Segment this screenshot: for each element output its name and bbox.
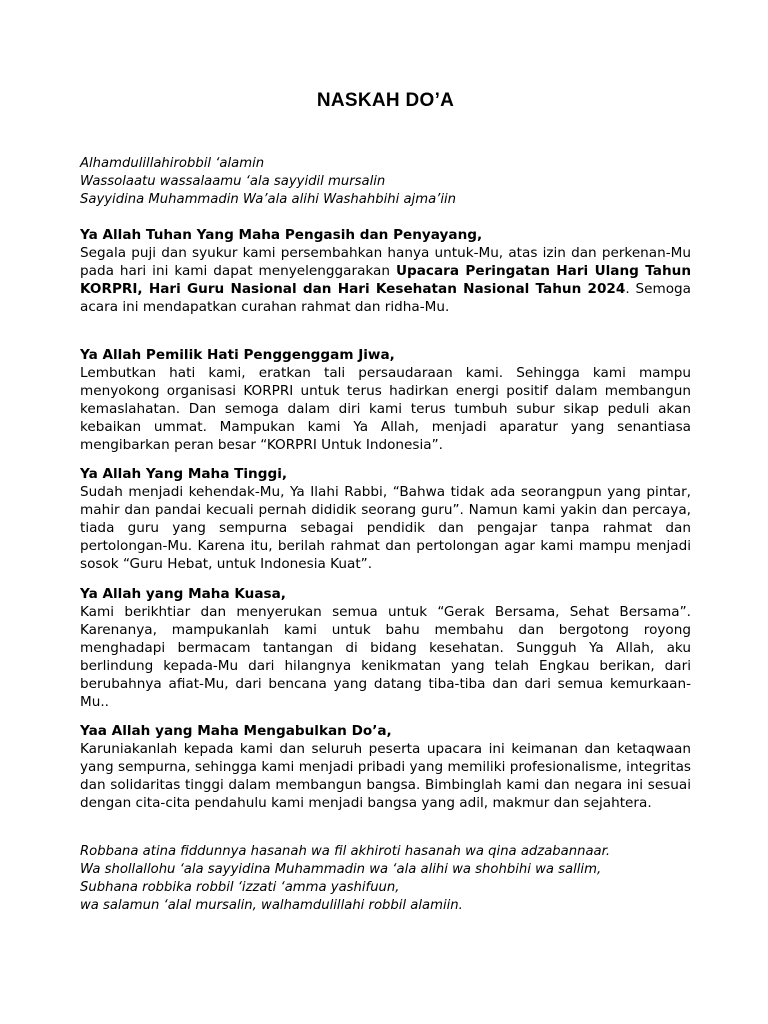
closing-line: Robbana atina fiddunnya hasanah wa fil akhiroti hasanah wa qina adzabannaar. <box>80 844 611 859</box>
closing-line: Wa shollallohu ‘ala sayyidina Muhammadin wa ‘ala alihi wa shohbihi wa sallim, <box>80 862 602 877</box>
closing-prayer <box>80 843 691 915</box>
document-title: NASKAH DO’A <box>316 90 455 111</box>
section-heading: Ya Allah Tuhan Yang Maha Pengasih dan Penyayang, <box>80 227 483 243</box>
section-body: Kami berikhtiar dan menyerukan semua untuk “Gerak Bersama, Sehat Bersama”. Karenanya, mampukanlah kami untuk bahu membahu dan bergotong royong menghadapi bermacam tantangan di bidang kesehatan. Sungguh Ya Allah, aku berlindung kepada-Mu dari hilangnya kenikmatan yang telah Engkau berikan, dari berubahnya afiat-Mu, dari bencana yang datang tiba-tiba dan dari semua kemurkaan-Mu.. <box>80 604 691 710</box>
opening-line: Alhamdulillahirobbil ‘alamin <box>80 156 265 171</box>
section-heading: Ya Allah yang Maha Kuasa, <box>80 586 286 602</box>
opening-line: Sayyidina Muhammadin Wa’ala alihi Washahbihi ajma’iin <box>80 192 457 207</box>
closing-line: wa salamun ‘alal mursalin, walhamdulillahi robbil alamiin. <box>80 898 463 913</box>
prayer-section-3 <box>80 465 691 573</box>
opening-prayer <box>80 155 691 209</box>
section-heading: Ya Allah Yang Maha Tinggi, <box>80 466 288 482</box>
section-body-text: . Semoga acara ini mendapatkan curahan rahmat dan ridha-Mu. <box>80 281 691 315</box>
section-body: Karuniakanlah kepada kami dan seluruh peserta upacara ini keimanan dan ketaqwaan yang sempurna, sehingga kami menjadi pribadi yang memiliki profesionalisme, integritas dan solidaritas tinggi dalam membangun bangsa. Bimbinglah kami dan negara ini sesuai dengan cita-cita pendahulu kami menjadi bangsa yang adil, makmur dan sejahtera. <box>80 741 691 811</box>
prayer-section-4 <box>80 585 691 711</box>
section-heading: Ya Allah Pemilik Hati Penggenggam Jiwa, <box>80 347 395 363</box>
closing-line: Subhana robbika robbil ‘izzati ‘amma yashifuun, <box>80 880 400 895</box>
section-body: Lembutkan hati kami, eratkan tali persaudaraan kami. Sehingga kami mampu menyokong organisasi KORPRI untuk terus hadirkan energi positif dalam membangun kemaslahatan. Dan semoga dalam diri kami terus tumbuh subur sikap peduli akan kebaikan ummat. Mampukan kami Ya Allah, menjadi aparatur yang senantiasa mengibarkan peran besar “KORPRI Untuk Indonesia”. <box>80 365 691 453</box>
opening-line: Wassolaatu wassalaamu ‘ala sayyidil mursalin <box>80 174 386 189</box>
prayer-section-5 <box>80 722 691 812</box>
section-body-emphasis: Upacara Peringatan Hari Ulang Tahun KORPRI, Hari Guru Nasional dan Hari Kesehatan Nasional Tahun 2024 <box>80 263 691 297</box>
section-heading: Yaa Allah yang Maha Mengabulkan Do’a, <box>80 723 392 739</box>
section-body: Sudah menjadi kehendak-Mu, Ya Ilahi Rabbi, “Bahwa tidak ada seorangpun yang pintar, mahir dan pandai kecuali pernah dididik seorang guru”. Namun kami yakin dan percaya, tiada guru yang sempurna sebagai pendidik dan pengajar tanpa rahmat dan pertolongan-Mu. Karena itu, berilah rahmat dan pertolongan agar kami mampu menjadi sosok “Guru Hebat, untuk Indonesia Kuat”. <box>80 484 691 572</box>
document-page <box>80 0 691 1024</box>
section-body-text: Segala puji dan syukur kami persembahkan hanya untuk-Mu, atas izin dan perkenan-Mu pada hari ini kami dapat menyelenggarakan <box>80 245 691 279</box>
prayer-section-2 <box>80 346 691 454</box>
prayer-section-1 <box>80 226 691 316</box>
section-body <box>80 244 691 316</box>
